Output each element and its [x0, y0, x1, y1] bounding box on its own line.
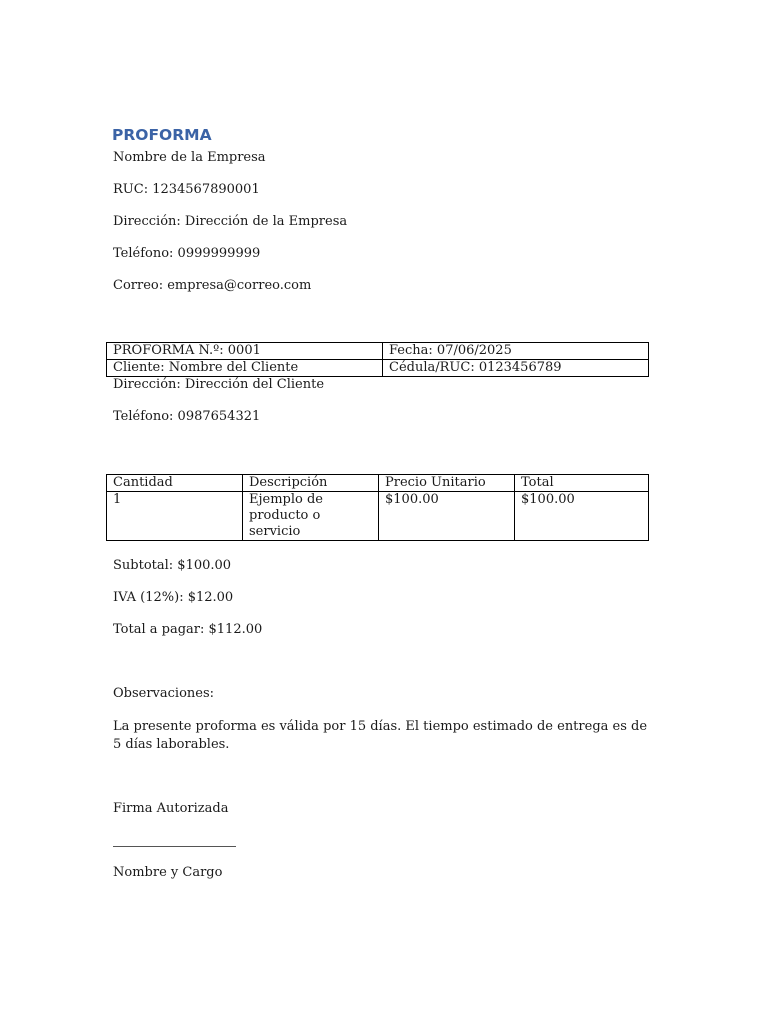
proforma-number: PROFORMA N.º: 0001 — [107, 343, 383, 360]
iva: IVA (12%): $12.00 — [113, 590, 234, 605]
client-address: Dirección: Dirección del Cliente — [113, 377, 325, 392]
column-header-description: Descripción — [243, 475, 379, 492]
notes-label: Observaciones: — [113, 686, 215, 701]
company-name: Nombre de la Empresa — [113, 150, 266, 165]
header-table — [106, 342, 649, 377]
item-unit-price: $100.00 — [379, 492, 515, 541]
item-quantity: 1 — [107, 492, 243, 541]
item-total: $100.00 — [515, 492, 649, 541]
company-email: Correo: empresa@correo.com — [113, 278, 312, 293]
table-row — [107, 492, 649, 541]
items-table-header — [107, 475, 649, 492]
column-header-total: Total — [515, 475, 649, 492]
notes-text: La presente proforma es válida por 15 días. El tiempo estimado de entrega es de 5 días laborables. — [113, 719, 648, 752]
client-name: Cliente: Nombre del Cliente — [107, 360, 383, 377]
signature-name: Nombre y Cargo — [113, 865, 223, 880]
client-phone: Teléfono: 0987654321 — [113, 409, 261, 424]
company-ruc: RUC: 1234567890001 — [113, 182, 260, 197]
items-table — [106, 474, 649, 541]
document-title: PROFORMA — [112, 126, 212, 144]
column-header-quantity: Cantidad — [107, 475, 243, 492]
total-to-pay: Total a pagar: $112.00 — [113, 622, 263, 637]
column-header-unit-price: Precio Unitario — [379, 475, 515, 492]
proforma-date: Fecha: 07/06/2025 — [383, 343, 649, 360]
header-table-row — [107, 360, 649, 377]
signature-line — [113, 846, 236, 847]
company-phone: Teléfono: 0999999999 — [113, 246, 261, 261]
signature-label: Firma Autorizada — [113, 801, 229, 816]
company-address: Dirección: Dirección de la Empresa — [113, 214, 348, 229]
item-description: Ejemplo de producto o servicio — [243, 492, 379, 541]
header-table-row — [107, 343, 649, 360]
client-id: Cédula/RUC: 0123456789 — [383, 360, 649, 377]
subtotal: Subtotal: $100.00 — [113, 558, 232, 573]
